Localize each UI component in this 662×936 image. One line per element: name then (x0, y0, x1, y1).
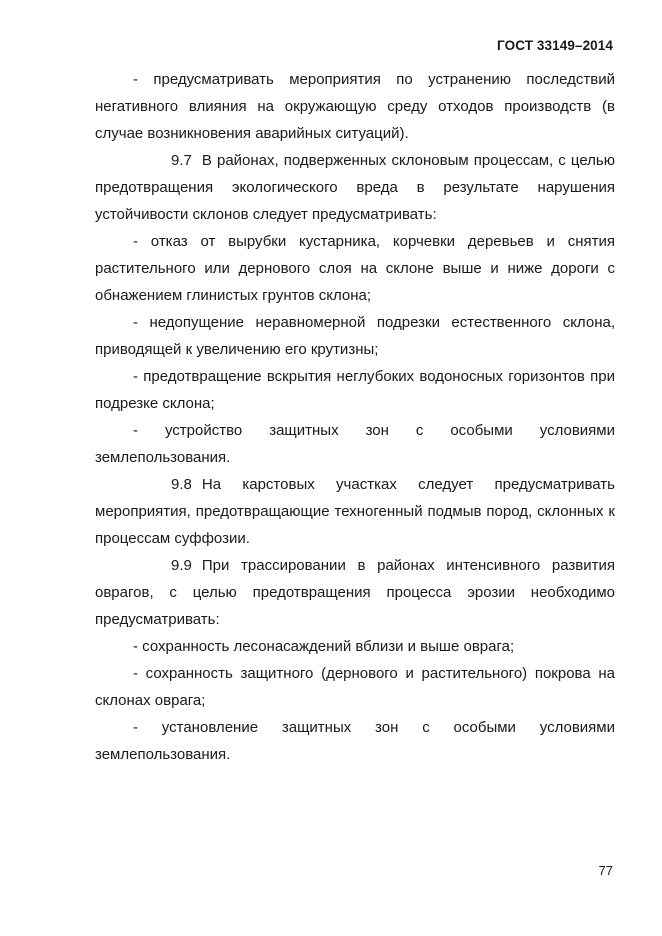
paragraph-text: На карстовых участках следует предусматривать мероприятия, предотвращающие техногенный подмыв пород, склонных к процессам суффозии. (95, 476, 615, 547)
document-standard-header: ГОСТ 33149–2014 (497, 38, 613, 53)
paragraph (95, 471, 615, 552)
paragraph (95, 228, 615, 309)
paragraph (95, 66, 615, 147)
paragraph-text: - сохранность лесонасаждений вблизи и выше оврага; (133, 638, 515, 655)
document-body (95, 66, 615, 768)
paragraph-text: - установление защитных зон с особыми условиями землепользования. (95, 719, 615, 763)
clause-number: 9.7 (171, 152, 192, 169)
paragraph (95, 660, 615, 714)
paragraph (95, 714, 615, 768)
clause-number: 9.9 (171, 557, 192, 574)
paragraph-text: - предотвращение вскрытия неглубоких водоносных горизонтов при подрезке склона; (95, 368, 615, 412)
paragraph (95, 309, 615, 363)
clause-number: 9.8 (171, 476, 192, 493)
paragraph-text: При трассировании в районах интенсивного развития оврагов, с целью предотвращения процесса эрозии необходимо предусматривать: (95, 557, 615, 628)
paragraph-text: - сохранность защитного (дернового и растительного) покрова на склонах оврага; (95, 665, 615, 709)
paragraph (95, 417, 615, 471)
paragraph-text: - отказ от вырубки кустарника, корчевки деревьев и снятия растительного или дернового слоя на склоне выше и ниже дороги с обнажением глинистых грунтов склона; (95, 233, 615, 304)
paragraph-text: - недопущение неравномерной подрезки естественного склона, приводящей к увеличению его крутизны; (95, 314, 615, 358)
paragraph (95, 633, 615, 660)
paragraph (95, 552, 615, 633)
paragraph-text: - предусматривать мероприятия по устранению последствий негативного влияния на окружающую среду отходов производств (в случае возникновения аварийных ситуаций). (95, 71, 615, 142)
paragraph-text: В районах, подверженных склоновым процессам, с целью предотвращения экологического вреда в результате нарушения устойчивости склонов следует предусматривать: (95, 152, 615, 223)
paragraph-text: - устройство защитных зон с особыми условиями землепользования. (95, 422, 615, 466)
paragraph (95, 363, 615, 417)
paragraph (95, 147, 615, 228)
page-number: 77 (598, 863, 613, 878)
